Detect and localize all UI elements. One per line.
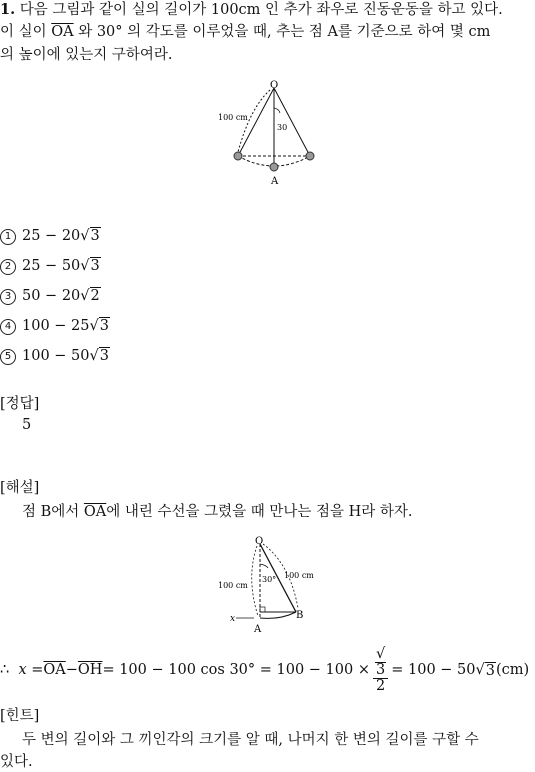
fig2-label-angle: 30°	[262, 575, 277, 584]
therefore-symbol: ∴	[0, 662, 10, 678]
choice-text: 25 − 20	[22, 228, 81, 244]
problem-text-2b: 와 30° 의 각도를 이루었을 때, 추는 점 A를 기준으로 하여 몇 cm	[73, 24, 491, 40]
choice-text: 25 − 50	[22, 258, 81, 274]
problem-text-2a: 이 실이	[0, 24, 52, 40]
solution-text-a: 점 B에서	[22, 504, 84, 520]
answer-heading: [정답]	[0, 396, 40, 412]
fraction-numerator: 3	[376, 661, 386, 678]
formula-oh: $\overline{OH}$	[77, 662, 103, 678]
segment-oa: $\overline{OA}$	[51, 24, 74, 40]
right-angle-mark	[260, 607, 265, 612]
problem-line-3	[0, 45, 173, 65]
string-left	[238, 88, 274, 156]
formula-eq1: = 100 − 100 cos 30° = 100 − 100 ×	[102, 662, 370, 678]
length-arc-left	[252, 546, 258, 616]
solution-line	[22, 502, 413, 522]
choice-3[interactable]: 3 50 − 20√2	[0, 288, 101, 305]
choice-mark: 2	[0, 259, 16, 275]
choice-text: 100 − 25	[22, 318, 90, 334]
fig1-label-o: O	[270, 80, 279, 91]
answer-value: 5	[22, 417, 32, 433]
problem-text-1: 다음 그림과 같이 실의 길이가 100cm 인 추가 좌우로 진동운동을 하고 있다.	[19, 2, 503, 18]
formula-lhs: x =	[18, 662, 44, 678]
choice-2[interactable]: 2 25 − 50√3	[0, 258, 101, 275]
hint-line-1: 두 변의 길이와 그 끼인각의 크기를 알 때, 나머지 한 변의 길이를 구할 수	[22, 732, 479, 748]
formula-unit: (cm)	[495, 662, 530, 678]
pendulum-figure	[218, 80, 332, 188]
choice-mark: 1	[0, 229, 16, 245]
choice-1[interactable]: 1 25 − 20√3	[0, 228, 101, 245]
bob-left	[234, 152, 242, 160]
solution-formula: ∴ x = $\overline{OA}$ − $\overline{OH}$ = 100 − 100 cos 30° = 100 − 100 × √ 3 2 = 100 − 50 √ 3 (cm)	[0, 645, 530, 694]
solution-text-b: 에 내린 수선을 그렸을 때 만나는 점을 H라 하자.	[106, 504, 413, 520]
formula-oa: $\overline{OA}$	[43, 662, 66, 678]
fig1-label-angle: 30	[277, 123, 288, 132]
fig2-label-o: O	[255, 536, 264, 547]
choice-radicand: 3	[90, 258, 100, 274]
bob-bottom	[270, 163, 278, 171]
choice-mark: 4	[0, 319, 16, 335]
hint-heading: [힌트]	[0, 708, 40, 724]
problem-line-2	[0, 22, 490, 42]
problem-text-3: 의 높이에 있는지 구하여라.	[0, 47, 173, 63]
bob-right	[306, 152, 314, 160]
choice-mark: 5	[0, 349, 16, 365]
fig2-label-length-right: 100 cm	[284, 571, 314, 580]
formula-radicand: 3	[485, 662, 495, 679]
angle-arc	[260, 564, 268, 568]
solution-heading: [해설]	[0, 480, 40, 496]
choice-radicand: 2	[90, 288, 100, 304]
choice-5[interactable]: 5 100 − 50√3	[0, 348, 110, 365]
choice-4[interactable]: 4 100 − 25√3	[0, 318, 110, 335]
formula-minus: −	[65, 662, 78, 678]
choice-radicand: 3	[90, 228, 100, 244]
fig2-label-length-left: 100 cm	[218, 581, 248, 590]
problem-number: 1.	[0, 1, 16, 18]
choice-mark: 3	[0, 289, 16, 305]
hint-line-2: 있다.	[0, 754, 33, 770]
solution-figure	[214, 534, 324, 638]
choice-radicand: 3	[99, 348, 109, 364]
choice-text: 100 − 50	[22, 348, 90, 364]
arc-ab	[260, 612, 296, 618]
segment-oa: $\overline{OA}$	[83, 504, 107, 520]
fig2-label-x: x	[230, 614, 236, 624]
choice-text: 50 − 20	[22, 288, 81, 304]
fig2-label-b: B	[296, 610, 304, 621]
angle-arc	[274, 108, 280, 113]
formula-fraction: √ 3 2	[373, 647, 388, 694]
string-right	[274, 88, 310, 156]
choice-radicand: 3	[99, 318, 109, 334]
problem-line-1	[0, 0, 503, 20]
formula-eq2: = 100 − 50	[391, 662, 476, 678]
fig1-label-length: 100 cm	[218, 113, 248, 122]
fraction-denominator: 2	[376, 677, 386, 694]
fig2-label-a: A	[254, 624, 262, 635]
fig1-label-a: A	[271, 176, 279, 187]
